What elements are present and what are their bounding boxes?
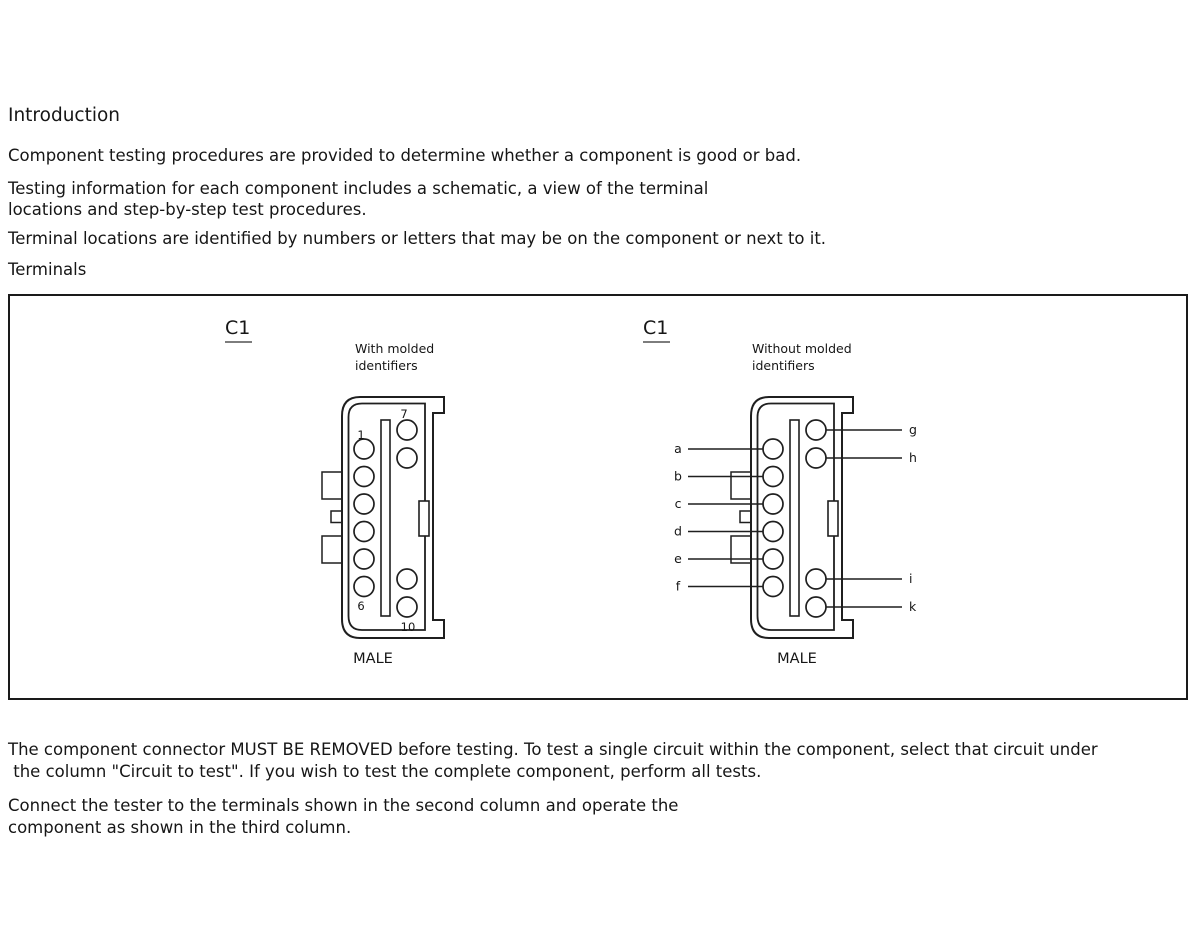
footer-paragraph-1: The component connector MUST BE REMOVED before testing. To test a single circuit within the component, select that circuit under the column "Circuit to test". If you wish to test the complete component, perform all tests. [8,740,1098,781]
pin-letter: e [674,551,682,566]
terminal-pin [354,467,374,487]
pin-letter: k [909,599,917,614]
pin-letter: h [909,450,917,465]
connector-title-right: C1 [643,317,670,343]
connector-subtitle-left: With molded identifiers [355,341,435,373]
intro-paragraph-2: Testing information for each component includes a schematic, a view of the terminal locations and step-by-step test procedures. [8,179,709,219]
footer-paragraph-2: Connect the tester to the terminals shown in the second column and operate the component as shown in the third column. [8,796,679,837]
terminal-pin [397,420,417,440]
terminal-pin [397,597,417,617]
pin-letter: d [674,523,682,539]
terminal-pin [354,549,374,569]
terminal-pin [397,448,417,468]
connector-with-molded-identifiers [322,397,444,638]
connector-gender-right: MALE [777,651,817,667]
terminal-pin [806,597,826,617]
terminal-pin [397,569,417,589]
terminal-pin [806,448,826,468]
terminal-pin [354,577,374,597]
center-slot [381,420,390,616]
connector-without-molded-identifiers [674,397,917,638]
terminal-pin [763,522,783,542]
intro-paragraph-3: Terminal locations are identified by numbers or letters that may be on the component or next to it. [8,229,827,248]
terminal-pin [763,494,783,514]
pin-letter: g [909,422,917,437]
pin-letter: b [674,468,682,484]
pin-letter: i [909,571,913,586]
terminal-pin [354,522,374,542]
terminal-pin [354,439,374,459]
side-slot [419,501,429,536]
pin-letter: c [674,496,682,511]
center-slot [790,420,799,616]
terminal-pin [763,467,783,487]
side-slot [828,501,838,536]
pin-letter: f [675,578,681,594]
terminal-pin [354,494,374,514]
pin-number: 6 [357,599,365,613]
terminal-pin [763,549,783,569]
terminals-section-label: Terminals [8,260,87,279]
connector-gender-left: MALE [353,651,393,667]
terminal-pin [806,420,826,440]
pin-number: 10 [400,620,416,634]
page-title: Introduction [8,105,121,126]
terminal-pin [806,569,826,589]
intro-paragraph-1: Component testing procedures are provided to determine whether a component is good or bad. [8,146,802,165]
terminal-pin [763,439,783,459]
terminal-pin [763,577,783,597]
connector-title-left: C1 [225,317,252,343]
pin-number: 7 [400,407,408,421]
pin-letter: a [674,441,682,456]
connector-subtitle-right: Without molded identifiers [752,341,852,373]
pin-number: 1 [357,428,365,442]
